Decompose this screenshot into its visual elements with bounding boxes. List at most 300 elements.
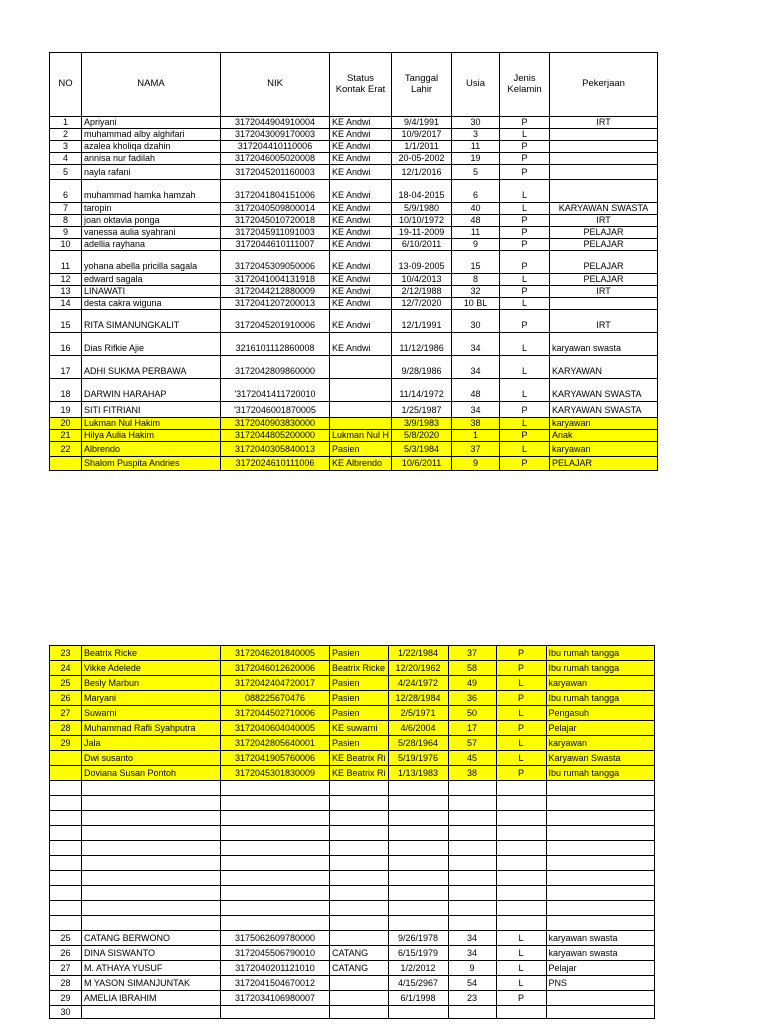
cell-status (330, 356, 392, 379)
cell-status (330, 811, 389, 826)
cell-tanggal: 12/1/2016 (392, 165, 452, 180)
cell-no: 27 (50, 706, 82, 721)
cell-nik: 088225670476 (221, 691, 330, 706)
cell-status: KE Beatrix Ri (330, 766, 389, 781)
cell-jenis-kelamin: L (500, 333, 550, 356)
cell-status (330, 841, 389, 856)
cell-nik: 3172045010720018 (221, 215, 330, 227)
cell-pekerjaan: PELAJAR (550, 274, 658, 286)
table-row (50, 298, 658, 310)
cell-tanggal (388, 781, 448, 796)
cell-nama: Dwi susanto (82, 751, 221, 766)
cell-usia: 48 (452, 379, 500, 402)
cell-status: Pasien (330, 706, 389, 721)
cell-pekerjaan: IRT (550, 286, 658, 298)
cell-nik (221, 871, 330, 886)
cell-tanggal: 20-05-2002 (392, 153, 452, 165)
cell-status (330, 991, 389, 1006)
table-row (50, 215, 658, 227)
cell-no: 10 (50, 239, 82, 251)
cell-jenis-kelamin: L (500, 379, 550, 402)
cell-usia: 34 (448, 946, 496, 961)
cell-nik: 3172040509800014 (221, 203, 330, 215)
cell-status: Pasien (330, 736, 389, 751)
cell-status (330, 418, 392, 430)
cell-nama: Albrendo (82, 442, 221, 457)
cell-tanggal: 10/9/2017 (392, 129, 452, 141)
header-row (50, 53, 658, 117)
cell-nama (82, 1006, 221, 1019)
cell-usia (448, 781, 496, 796)
cell-tanggal: 2/5/1971 (388, 706, 448, 721)
cell-tanggal: 4/6/2004 (388, 721, 448, 736)
cell-nama (82, 871, 221, 886)
table-row (50, 227, 658, 239)
table-row (50, 286, 658, 298)
cell-status (330, 856, 389, 871)
cell-jenis-kelamin: P (500, 117, 550, 129)
cell-nama: Vikke Adelede (82, 661, 221, 676)
cell-no (50, 916, 82, 931)
cell-nama: SITI FITRIANI (82, 402, 221, 418)
cell-jenis-kelamin: L (500, 180, 550, 203)
table-row (50, 916, 655, 931)
cell-nama: annisa nur fadilah (82, 153, 221, 165)
table-row (50, 811, 655, 826)
cell-nama (82, 841, 221, 856)
cell-no (50, 886, 82, 901)
cell-usia: 50 (448, 706, 496, 721)
cell-pekerjaan (546, 886, 654, 901)
cell-jenis-kelamin (496, 901, 546, 916)
cell-tanggal: 5/28/1964 (388, 736, 448, 751)
cell-pekerjaan (546, 826, 654, 841)
cell-nik: 3172046012620006 (221, 661, 330, 676)
cell-usia (448, 916, 496, 931)
table-row (50, 430, 658, 442)
cell-nik: 3216101112860008 (221, 333, 330, 356)
cell-no: 23 (50, 646, 82, 661)
cell-no: 22 (50, 442, 82, 457)
cell-tanggal (388, 796, 448, 811)
cell-jenis-kelamin: L (500, 298, 550, 310)
table-row (50, 826, 655, 841)
cell-usia: 48 (452, 215, 500, 227)
cell-nama: taropin (82, 203, 221, 215)
cell-jenis-kelamin (496, 886, 546, 901)
cell-no: 28 (50, 721, 82, 736)
cell-no: 26 (50, 691, 82, 706)
cell-nama (82, 811, 221, 826)
cell-no: 29 (50, 736, 82, 751)
cell-nama: Besly Marbun (82, 676, 221, 691)
cell-nik: 317204410110006 (221, 141, 330, 153)
cell-status (330, 886, 389, 901)
cell-status (330, 796, 389, 811)
cell-tanggal: 10/4/2013 (392, 274, 452, 286)
cell-nama: Doviana Susan Pontoh (82, 766, 221, 781)
cell-nik: 3172040201121010 (221, 961, 330, 976)
cell-usia: 3 (452, 129, 500, 141)
cell-status: KE Andwi (330, 117, 392, 129)
cell-status: Pasien (330, 646, 389, 661)
cell-pekerjaan (550, 180, 658, 203)
cell-pekerjaan: karyawan swasta (546, 931, 654, 946)
cell-nik: 3172041504670012 (221, 976, 330, 991)
cell-no (50, 901, 82, 916)
cell-pekerjaan: IRT (550, 310, 658, 333)
cell-tanggal: 12/20/1962 (388, 661, 448, 676)
cell-jenis-kelamin: P (500, 239, 550, 251)
table-row (50, 751, 655, 766)
cell-usia (448, 841, 496, 856)
cell-status (330, 826, 389, 841)
cell-usia: 38 (452, 418, 500, 430)
cell-no: 8 (50, 215, 82, 227)
table-row (50, 676, 655, 691)
cell-usia: 11 (452, 141, 500, 153)
cell-no: 24 (50, 661, 82, 676)
cell-tanggal: 10/10/1972 (392, 215, 452, 227)
cell-nik: 3172045911091003 (221, 227, 330, 239)
cell-tanggal (388, 811, 448, 826)
cell-usia: 8 (452, 274, 500, 286)
cell-jenis-kelamin: P (496, 646, 546, 661)
cell-no: 4 (50, 153, 82, 165)
cell-jenis-kelamin (496, 826, 546, 841)
cell-tanggal: 12/7/2020 (392, 298, 452, 310)
cell-tanggal: 6/15/1979 (388, 946, 448, 961)
cell-tanggal: 11/14/1972 (392, 379, 452, 402)
table-row (50, 310, 658, 333)
cell-usia: 11 (452, 227, 500, 239)
cell-nama (82, 796, 221, 811)
cell-nama (82, 826, 221, 841)
cell-no: 3 (50, 141, 82, 153)
cell-no: 12 (50, 274, 82, 286)
cell-nik: 3175062609780000 (221, 931, 330, 946)
cell-no: 1 (50, 117, 82, 129)
cell-pekerjaan: Pengasuh (546, 706, 654, 721)
cell-nik: 3172045201160003 (221, 165, 330, 180)
cell-pekerjaan: IRT (550, 117, 658, 129)
cell-jenis-kelamin: P (496, 991, 546, 1006)
cell-nik: 3172042805640001 (221, 736, 330, 751)
cell-no: 25 (50, 676, 82, 691)
cell-tanggal (388, 856, 448, 871)
cell-nik (221, 856, 330, 871)
cell-tanggal (388, 901, 448, 916)
cell-usia: 15 (452, 251, 500, 274)
cell-status: CATANG (330, 946, 389, 961)
cell-pekerjaan (546, 811, 654, 826)
cell-nama: RITA SIMANUNGKALIT (82, 310, 221, 333)
cell-nik: 3172041905760006 (221, 751, 330, 766)
cell-nik: '3172041411720010 (221, 379, 330, 402)
cell-pekerjaan (546, 1006, 654, 1019)
cell-nama: AMELIA IBRAHIM (82, 991, 221, 1006)
cell-nik: 3172043009170003 (221, 129, 330, 141)
cell-usia: 32 (452, 286, 500, 298)
cell-nik: 3172044212880009 (221, 286, 330, 298)
cell-tanggal: 9/4/1991 (392, 117, 452, 129)
cell-tanggal: 12/1/1991 (392, 310, 452, 333)
table-row (50, 180, 658, 203)
cell-tanggal: 6/10/2011 (392, 239, 452, 251)
cell-no: 21 (50, 430, 82, 442)
cell-no: 11 (50, 251, 82, 274)
cell-tanggal: 9/28/1986 (392, 356, 452, 379)
cell-nik (221, 886, 330, 901)
table-row (50, 706, 655, 721)
cell-nama: yohana abella pricilla sagala (82, 251, 221, 274)
cell-jenis-kelamin: P (500, 402, 550, 418)
cell-usia: 37 (448, 646, 496, 661)
cell-status (330, 916, 389, 931)
cell-usia: 19 (452, 153, 500, 165)
cell-usia: 34 (448, 931, 496, 946)
cell-status: KE Albrendo (330, 457, 392, 471)
contact-table-2 (49, 645, 655, 1019)
cell-nama: Suwarni (82, 706, 221, 721)
table-row (50, 165, 658, 180)
cell-usia: 30 (452, 117, 500, 129)
cell-jenis-kelamin (496, 871, 546, 886)
cell-no: 20 (50, 418, 82, 430)
header-pekerjaan: Pekerjaan (550, 53, 658, 117)
cell-tanggal: 4/24/1972 (388, 676, 448, 691)
table-row (50, 781, 655, 796)
cell-no: 19 (50, 402, 82, 418)
cell-jenis-kelamin: P (500, 251, 550, 274)
table-row (50, 946, 655, 961)
cell-pekerjaan (546, 916, 654, 931)
header-status: Status Kontak Erat (330, 53, 392, 117)
table-row (50, 379, 658, 402)
cell-pekerjaan (550, 129, 658, 141)
cell-jenis-kelamin (496, 916, 546, 931)
cell-tanggal: 1/25/1987 (392, 402, 452, 418)
cell-tanggal: 2/12/1988 (392, 286, 452, 298)
cell-tanggal: 12/28/1984 (388, 691, 448, 706)
table-row (50, 871, 655, 886)
cell-nama: DARWIN HARAHAP (82, 379, 221, 402)
table-row (50, 203, 658, 215)
cell-jenis-kelamin: L (496, 946, 546, 961)
cell-nik (221, 781, 330, 796)
cell-nama: Dias Rifkie Ajie (82, 333, 221, 356)
cell-tanggal: 6/1/1998 (388, 991, 448, 1006)
cell-pekerjaan: Ibu rumah tangga (546, 766, 654, 781)
cell-usia: 9 (448, 961, 496, 976)
cell-status: KE Andwi (330, 153, 392, 165)
cell-tanggal: 10/6/2011 (392, 457, 452, 471)
cell-tanggal: 9/26/1978 (388, 931, 448, 946)
cell-nik: '3172046001870005 (221, 402, 330, 418)
cell-usia: 6 (452, 180, 500, 203)
table-row (50, 129, 658, 141)
cell-nik (221, 841, 330, 856)
cell-nik: 3172042404720017 (221, 676, 330, 691)
cell-nik (221, 811, 330, 826)
cell-nama: CATANG BERWONO (82, 931, 221, 946)
cell-nik: 3172040604040005 (221, 721, 330, 736)
cell-pekerjaan: KARYAWAN SWASTA (550, 203, 658, 215)
cell-status: KE Andwi (330, 180, 392, 203)
cell-no: 6 (50, 180, 82, 203)
cell-pekerjaan: karyawan (550, 418, 658, 430)
table-row (50, 274, 658, 286)
cell-nama: Maryani (82, 691, 221, 706)
cell-jenis-kelamin (496, 811, 546, 826)
table-row (50, 661, 655, 676)
cell-usia (448, 826, 496, 841)
table-row (50, 251, 658, 274)
cell-pekerjaan (546, 991, 654, 1006)
cell-nik: 3172041207200013 (221, 298, 330, 310)
cell-jenis-kelamin: P (500, 457, 550, 471)
table-row (50, 442, 658, 457)
cell-nama (82, 916, 221, 931)
table-row (50, 141, 658, 153)
cell-nik: 3172046005020008 (221, 153, 330, 165)
cell-no (50, 781, 82, 796)
cell-nama: M. ATHAYA YUSUF (82, 961, 221, 976)
table-row (50, 856, 655, 871)
cell-usia: 34 (452, 333, 500, 356)
cell-usia (448, 886, 496, 901)
cell-usia: 40 (452, 203, 500, 215)
table-row (50, 153, 658, 165)
cell-nik (221, 1006, 330, 1019)
cell-nama: nayla rafani (82, 165, 221, 180)
cell-status: KE Andwi (330, 165, 392, 180)
cell-pekerjaan: karyawan (546, 736, 654, 751)
cell-no (50, 766, 82, 781)
cell-jenis-kelamin: P (500, 141, 550, 153)
cell-usia (448, 811, 496, 826)
cell-no (50, 856, 82, 871)
cell-status (330, 976, 389, 991)
cell-jenis-kelamin: P (496, 721, 546, 736)
cell-pekerjaan: KARYAWAN SWASTA (550, 402, 658, 418)
cell-no: 16 (50, 333, 82, 356)
cell-pekerjaan (546, 796, 654, 811)
table-row (50, 961, 655, 976)
header-nama: NAMA (82, 53, 221, 117)
cell-no (50, 796, 82, 811)
cell-nama (82, 886, 221, 901)
cell-no: 17 (50, 356, 82, 379)
cell-nik: 3172040305840013 (221, 442, 330, 457)
cell-pekerjaan: KARYAWAN SWASTA (550, 379, 658, 402)
cell-status: Pasien (330, 691, 389, 706)
cell-jenis-kelamin: L (500, 129, 550, 141)
cell-nama: LINAWATI (82, 286, 221, 298)
cell-tanggal: 5/8/2020 (392, 430, 452, 442)
cell-nama: joan oktavia ponga (82, 215, 221, 227)
cell-pekerjaan: PNS (546, 976, 654, 991)
cell-nama: Shalom Puspita Andries (82, 457, 221, 471)
cell-nik (221, 826, 330, 841)
cell-nik: 3172042809860000 (221, 356, 330, 379)
cell-usia: 34 (452, 356, 500, 379)
cell-tanggal (388, 916, 448, 931)
cell-jenis-kelamin: L (500, 418, 550, 430)
cell-tanggal (388, 841, 448, 856)
cell-usia: 45 (448, 751, 496, 766)
cell-nama: muhammad alby alghifari (82, 129, 221, 141)
cell-pekerjaan: Pelajar (546, 721, 654, 736)
table-row (50, 721, 655, 736)
cell-jenis-kelamin: L (500, 442, 550, 457)
cell-nik (221, 916, 330, 931)
cell-status (330, 402, 392, 418)
cell-status: Pasien (330, 442, 392, 457)
cell-tanggal (388, 886, 448, 901)
cell-usia: 57 (448, 736, 496, 751)
cell-usia: 37 (452, 442, 500, 457)
cell-usia: 23 (448, 991, 496, 1006)
cell-nik: 3172046201840005 (221, 646, 330, 661)
cell-jenis-kelamin (496, 856, 546, 871)
cell-nik: 3172041004131918 (221, 274, 330, 286)
cell-usia (448, 871, 496, 886)
cell-nik: 3172044502710006 (221, 706, 330, 721)
cell-nik (221, 796, 330, 811)
cell-status: Beatrix Ricke (330, 661, 389, 676)
table-row (50, 796, 655, 811)
cell-pekerjaan: karyawan swasta (546, 946, 654, 961)
cell-usia (448, 796, 496, 811)
cell-nama: M YASON SIMANJUNTAK (82, 976, 221, 991)
table-row (50, 976, 655, 991)
cell-pekerjaan (546, 781, 654, 796)
cell-nik: 3172044805200000 (221, 430, 330, 442)
table-row (50, 766, 655, 781)
cell-pekerjaan (546, 871, 654, 886)
cell-jenis-kelamin: P (500, 430, 550, 442)
cell-no: 30 (50, 1006, 82, 1019)
cell-jenis-kelamin: P (496, 661, 546, 676)
header-nik: NIK (221, 53, 330, 117)
cell-no: 13 (50, 286, 82, 298)
cell-no: 18 (50, 379, 82, 402)
cell-nik (221, 901, 330, 916)
cell-tanggal: 18-04-2015 (392, 180, 452, 203)
cell-no (50, 457, 82, 471)
table-row (50, 333, 658, 356)
cell-status: KE Andwi (330, 310, 392, 333)
cell-nik: 3172024610111006 (221, 457, 330, 471)
cell-nik: 3172044904910004 (221, 117, 330, 129)
cell-no: 29 (50, 991, 82, 1006)
cell-jenis-kelamin (496, 841, 546, 856)
cell-nama: DINA SISWANTO (82, 946, 221, 961)
cell-pekerjaan: Anak (550, 430, 658, 442)
cell-jenis-kelamin: P (500, 227, 550, 239)
cell-nama (82, 856, 221, 871)
cell-usia (448, 901, 496, 916)
cell-nik: 3172044610111007 (221, 239, 330, 251)
cell-pekerjaan: KARYAWAN (550, 356, 658, 379)
table-row (50, 691, 655, 706)
cell-nama: edward sagala (82, 274, 221, 286)
cell-tanggal: 1/1/2011 (392, 141, 452, 153)
table-row (50, 117, 658, 129)
cell-pekerjaan (550, 165, 658, 180)
cell-pekerjaan: IRT (550, 215, 658, 227)
